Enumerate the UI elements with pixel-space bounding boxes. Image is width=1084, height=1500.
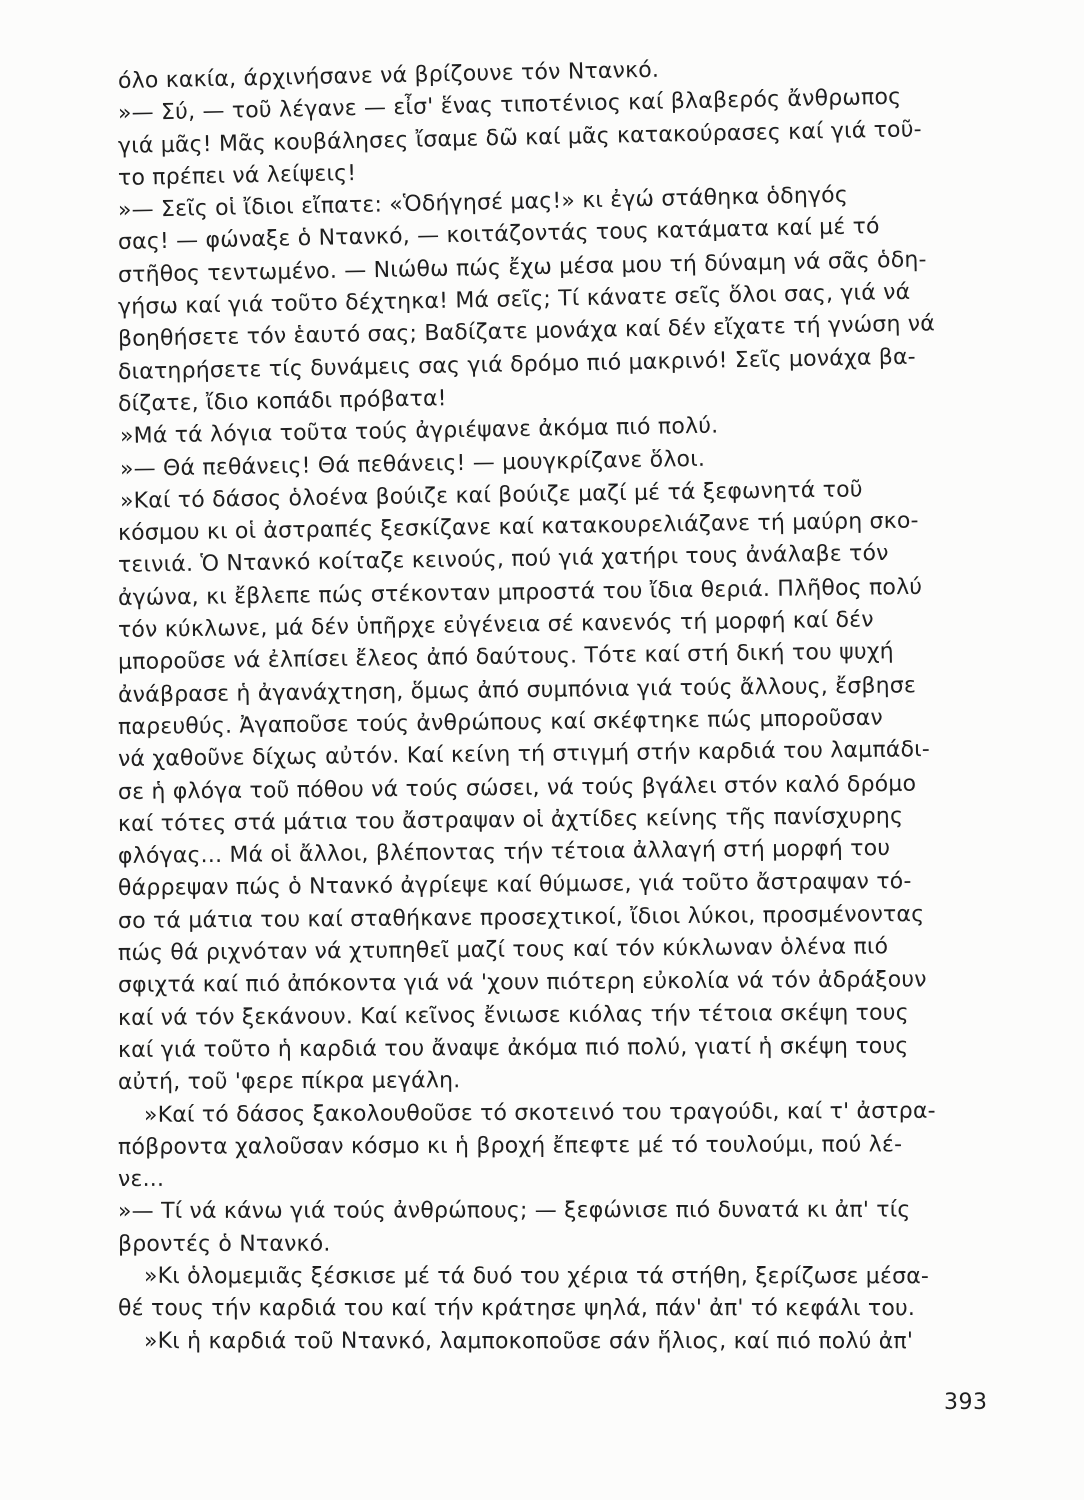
page-number: 393	[944, 1390, 988, 1415]
text-line: »— Θά πεθάνεις! Θά πεθάνεις! — μουγκρίζανε ὅλοι.	[119, 446, 706, 482]
text-line: πώς θά ριχνόταν νά χτυπηθεῖ μαζί τους καί τόν κύκλωναν ὁλένα πιό	[117, 934, 889, 967]
text-line: στῆθος τεντωμένο. — Νιώθω πώς ἔχω μέσα μου τή δύναμη νά σᾶς ὁδη-	[117, 247, 927, 288]
text-line: φλόγας... Μά οἱ ἄλλοι, βλέποντας τήν τέτοια ἀλλαγή στή μορφή του	[117, 836, 891, 870]
text-line: τόν κύκλωνε, μά δέν ὑπῆρχε εὐγένεια σέ κανενός τή μορφή καί δέν	[117, 607, 874, 644]
text-line: καί γιά τοῦτο ἡ καρδιά του ἄναψε ἀκόμα πιό πολύ, γιατί ἡ σκέψη τους	[117, 1033, 909, 1063]
text-line: καί νά τόν ξεκάνουν. Καί κεῖνος ἔνιωσε κιόλας τήν τέτοια σκέψη τους	[117, 1000, 909, 1031]
text-line: σε ἡ φλόγα τοῦ πόθου νά τούς σώσει, νά τούς βγάλει στόν καλό δρόμο	[117, 771, 917, 805]
text-line: »Καί τό δάσος ξακολουθοῦσε τό σκοτεινό του τραγούδι, καί τ' ἀστρα-	[143, 1098, 936, 1128]
text-line: σας! — φώναξε ὁ Ντανκό, — κοιτάζοντάς τους κατάματα καί μέ τό	[117, 214, 880, 256]
text-line: γιά μᾶς! Μᾶς κουβάλησες ἴσαμε δῶ καί μᾶς κατακούρασες καί γιά τοῦ-	[117, 116, 923, 159]
text-line: βροντές ὁ Ντανκό.	[117, 1231, 331, 1257]
text-line: »— Σύ, — τοῦ λέγανε — εἶσ' ἕνας τιποτένιος καί βλαβερός ἄνθρωπος	[117, 84, 902, 127]
text-line: νε...	[117, 1166, 165, 1193]
text-line: τεινιά. Ὁ Ντανκό κοίταζε κεινούς, πού γιά χατήρι τους ἀνάλαβε τόν	[117, 541, 889, 579]
text-line: πόβροντα χαλοῦσαν κόσμο κι ἡ βροχή ἔπεφτε μέ τό τουλούμι, πού λέ-	[117, 1132, 903, 1160]
text-line: διατηρήσετε τίς δυνάμεις σας γιά δρόμο πιό μακρινό! Σεῖς μονάχα βα-	[117, 344, 917, 385]
text-line: »Μά τά λόγια τοῦτα τούς ἀγριέψανε ἀκόμα πιό πολύ.	[119, 413, 719, 450]
text-line: »Κι ὁλομεμιᾶς ξέσκισε μέ τά δυό του χέρια τά στήθη, ξερίζωσε μέσα-	[144, 1263, 930, 1289]
text-line: βοηθήσετε τόν ἑαυτό σας; Βαδίζατε μονάχα καί δέν εἴχατε τή γνώση νά	[117, 311, 936, 353]
text-line: αὐτή, τοῦ 'φερε πίκρα μεγάλη.	[117, 1068, 461, 1096]
text-line: όλο κακία, άρχινήσανε νά βρίζουνε τόν Ντανκό.	[117, 57, 660, 94]
text-line: θάρρεψαν πώς ὁ Ντανκό ἀγρίεψε καί θύμωσε, γιά τοῦτο ἄστραψαν τό-	[117, 869, 912, 902]
text-line: »— Τί νά κάνω γιά τούς ἀνθρώπους; — ξεφώνισε πιό δυνατά κι ἀπ' τίς	[117, 1198, 911, 1225]
text-line: μποροῦσε νά ἐλπίσει ἔλεος ἀπό δαύτους. Τότε καί στή δική του ψυχή	[117, 639, 895, 676]
text-line: καί τότες στά μάτια του ἄστραψαν οἱ ἀχτίδες κείνης τῆς πανίσχυρης	[117, 803, 904, 837]
text-line: ἀνάβρασε ἡ ἀγανάχτηση, ὅμως ἀπό συμπόνια γιά τούς ἄλλους, ἔσβησε	[117, 672, 917, 708]
text-line: το πρέπει νά λείψεις!	[117, 160, 357, 191]
text-line: γήσω καί γιά τοῦτο δέχτηκα! Μά σεῖς; Τί κάνατε σεῖς ὅλοι σας, γιά νά	[117, 279, 911, 321]
text-line: »Κι ἡ καρδιά τοῦ Ντανκό, λαμποκοποῦσε σάν ἥλιος, καί πιό πολύ ἀπ'	[144, 1328, 914, 1354]
text-line: θέ τους τήν καρδιά του καί τήν κράτησε ψηλά, πάν' ἀπ' τό κεφάλι του.	[118, 1296, 916, 1322]
text-line: σφιχτά καί πιό ἀπόκοντα γιά νά 'χουν πιότερη εὐκολία νά τόν ἀδράξουν	[117, 967, 927, 999]
text-line: »Καί τό δάσος ὁλοένα βούιζε καί βούιζε μαζί μέ τά ξεφωνητά τοῦ	[119, 477, 863, 514]
text-line: δίζατε, ἴδιο κοπάδι πρόβατα!	[117, 386, 447, 417]
text-line: ἀγώνα, κι ἔβλεπε πώς στέκονταν μπροστά του ἴδια θεριά. Πλῆθος πολύ	[117, 574, 923, 611]
text-line: νά χαθοῦνε δίχως αὐτόν. Καί κείνη τή στιγμή στήν καρδιά του λαμπάδι-	[117, 737, 931, 773]
body-text	[117, 57, 978, 1358]
text-line: »— Σεῖς οἱ ἴδιοι εἴπατε: «Ὁδήγησέ μας!» κι ἐγώ στάθηκα ὁδηγός	[117, 182, 849, 224]
text-line: παρευθύς. Ἀγαποῦσε τούς ἀνθρώπους καί σκέφτηκε πώς μποροῦσαν	[117, 705, 884, 740]
text-line: σο τά μάτια του καί σταθήκανε προσεχτικοί, ἴδιοι λύκοι, προσμένοντας	[117, 901, 925, 934]
text-line: κόσμου κι οἱ ἀστραπές ξεσκίζανε καί κατακουρελιάζανε τή μαύρη σκο-	[117, 508, 919, 547]
